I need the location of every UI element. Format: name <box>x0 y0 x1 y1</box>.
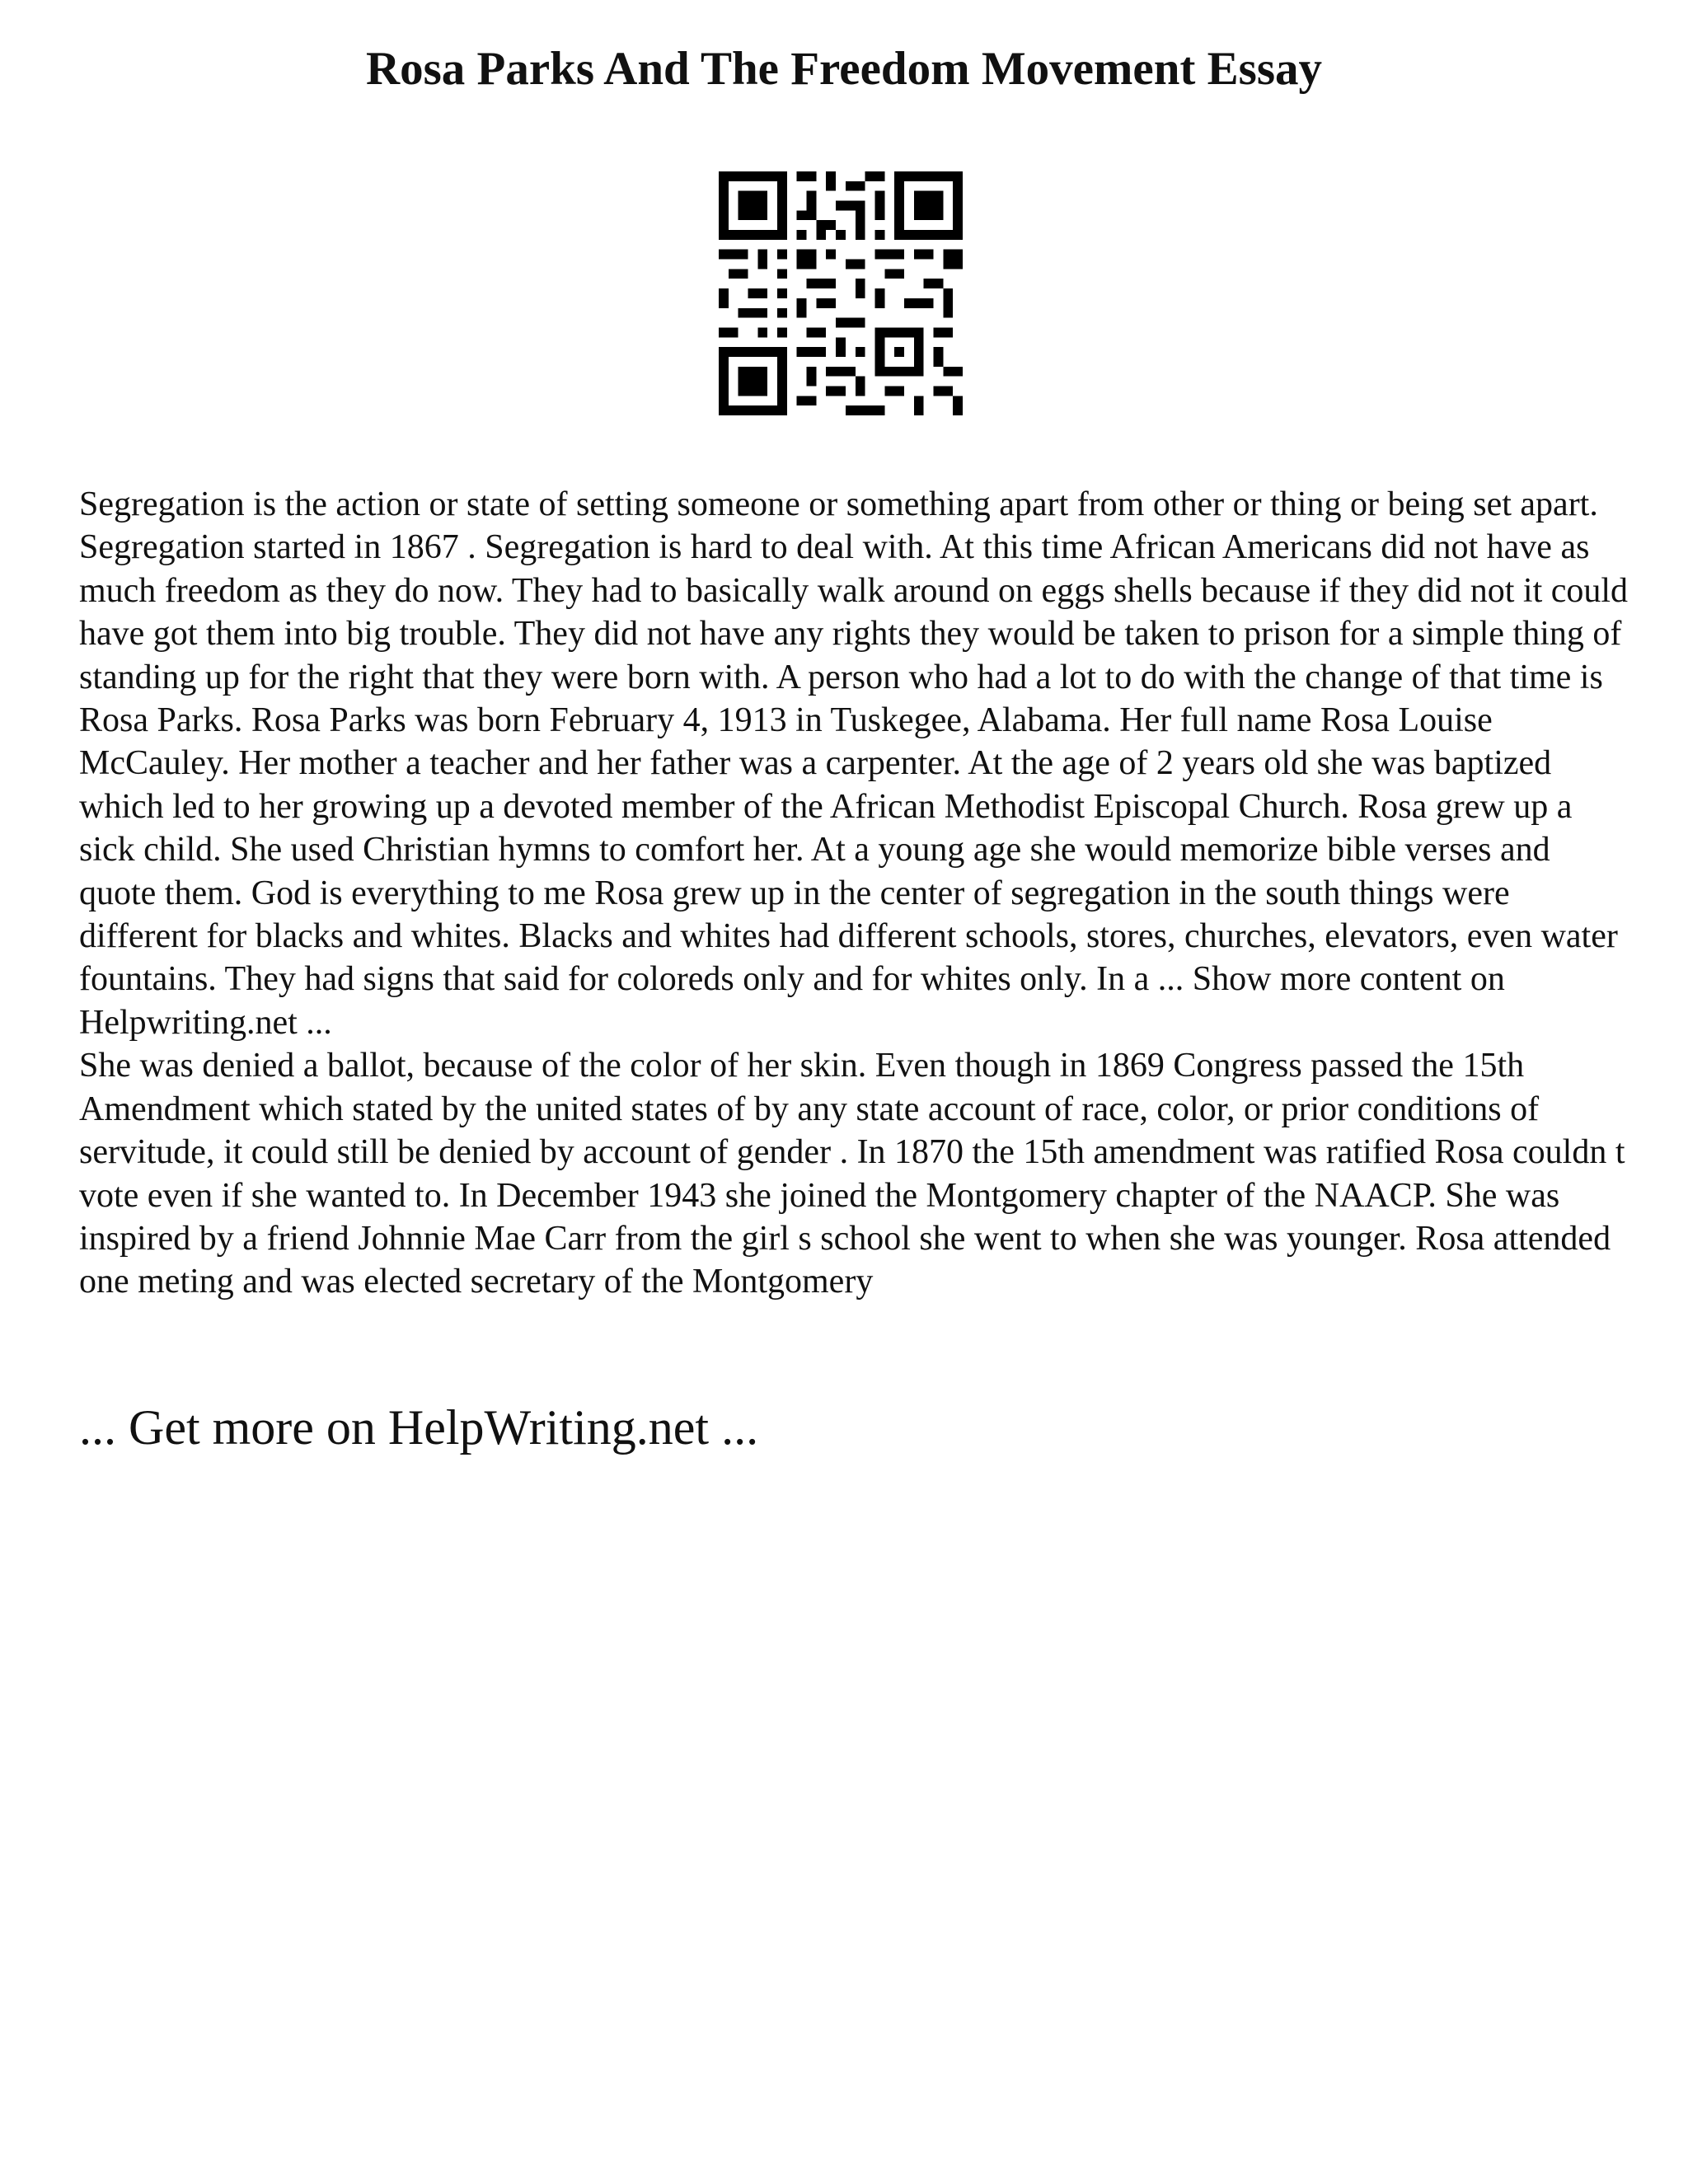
essay-paragraph: She was denied a ballot, because of the color of her skin. Even though in 1869 Congress passed the 15th Amendment which stated by the united states of by any state account of race, color, or prior conditions of servitude, it could still be denied by account of gender . In 1870 the 15th amendment was ratified Rosa couldn t vote even if she wanted to. In December 1943 she joined the Montgomery chapter of the NAACP. She was inspired by a friend Johnnie Mae Carr from the girl s school she went to when she was younger. Rosa attended one meting and was elected secretary of the Montgomery <box>79 1047 1625 1301</box>
get-more-link[interactable]: ... Get more on HelpWriting.net ... <box>79 1400 759 1455</box>
essay-paragraph: Segregation is the action or state of setting someone or something apart from other or thing or being set apart. Segregation started in 1867 . Segregation is hard to deal with. At this time African Americans did not have as much freedom as they do now. They had to basically walk around on eggs shells because if they did not it could have got them into big trouble. They did not have any rights they would be taken to prison for a simple thing of standing up for the right that they were born with. A person who had a lot to do with the change of that time is Rosa Parks. Rosa Parks was born February 4, 1913 in Tuskegee, Alabama. Her full name Rosa Louise McCauley. Her mother a teacher and her father was a carpenter. At the age of 2 years old she was baptized which led to her growing up a devoted member of the African Methodist Episcopal Church. Rosa grew up a sick child. She used Christian hymns to comfort her. At a young age she would memorize bible verses and quote them. God is everything to me Rosa grew up in the center of segregation in the south things were different for blacks and whites. Blacks and whites had different schools, stores, churches, elevators, even water fountains. They had signs that said for coloreds only and for whites only. In a ... Show more content on Helpwriting.net ... <box>79 485 1629 1042</box>
document-title: Rosa Parks And The Freedom Movement Essay <box>365 43 1323 95</box>
essay-body <box>79 483 1629 1304</box>
qr-code-icon <box>719 171 963 415</box>
